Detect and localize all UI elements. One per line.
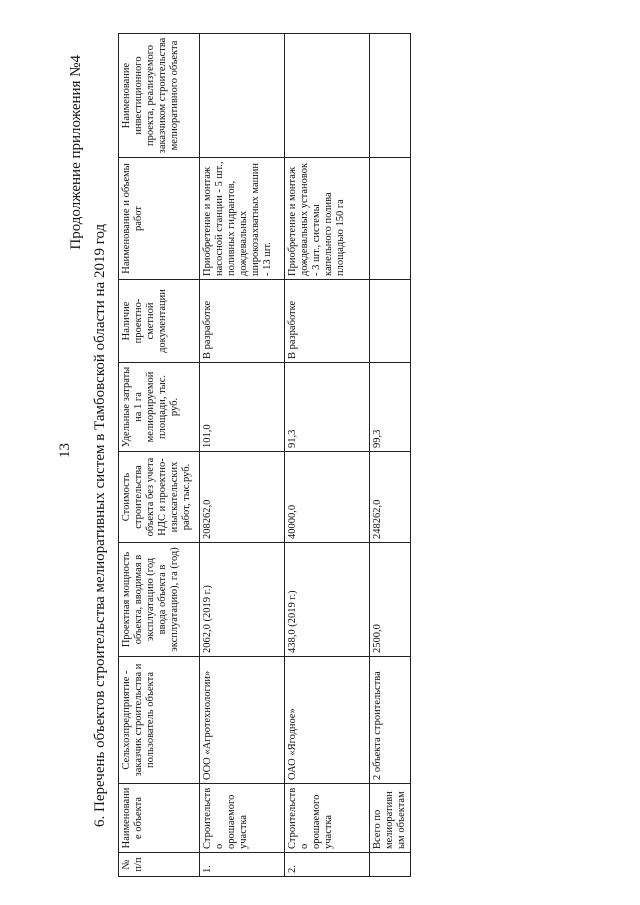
unit-cost-cell: 101,0: [200, 363, 285, 452]
header-cell: № п/п: [119, 853, 200, 877]
row-number-cell: [370, 853, 411, 877]
header-cell: Сельхозпредприятие - заказчик строительства и пользователь объекта: [119, 657, 200, 784]
header-cell: Наименование объекта: [119, 784, 200, 853]
cost-cell: 208262,0: [200, 452, 285, 543]
annex-label: Продолжение приложения №4: [68, 55, 84, 250]
docs-cell: [370, 280, 411, 363]
works-cell: Приобретение и монтаж насосной станции - 5 шт., поливных гидрантов, дождевальных широкозахватных машин - 13 шт.: [200, 158, 285, 280]
header-cell: Наименование и объемы работ: [119, 158, 200, 280]
cost-cell: 248262,0: [370, 452, 411, 543]
row-number-cell: 2.: [285, 853, 370, 877]
page-number: 13: [57, 443, 73, 458]
header-cell: Удельные затраты на 1 га мелиорируемой площади, тыс. руб.: [119, 363, 200, 452]
customer-cell: 2 объекта строительства: [370, 657, 411, 784]
object-cell: Строительство орошаемого участка: [200, 784, 285, 853]
capacity-cell: 2500,0: [370, 543, 411, 657]
works-cell: Приобретение и монтаж дождевальных установок - 3 шт., системы капельного полива площадью 150 га: [285, 158, 370, 280]
customer-cell: ООО «Агротехнологии»: [200, 657, 285, 784]
header-cell: Проектная мощность объекта, вводимая в эксплуатацию (год ввода объекта в эксплуатацию), га (год): [119, 543, 200, 657]
header-cell: Стоимость строительства объекта без учета НДС и проектно-изыскательских работ, тыс.руб.: [119, 452, 200, 543]
project-cell: [370, 34, 411, 158]
document-title: 6. Перечень объектов строительства мелиоративных систем в Тамбовской области на 2019 год: [92, 223, 108, 827]
capacity-cell: 2062,0 (2019 г.): [200, 543, 285, 657]
customer-cell: ОАО «Ягодное»: [285, 657, 370, 784]
project-cell: [285, 34, 370, 158]
project-cell: [200, 34, 285, 158]
header-cell: Наличие проектно-сметной документации: [119, 280, 200, 363]
table-header-row: [119, 34, 200, 877]
docs-cell: В разработке: [200, 280, 285, 363]
capacity-cell: 438,0 (2019 г.): [285, 543, 370, 657]
header-cell: Наименование инвестиционного проекта, реализуемого заказчиком строительства мелиоративного объекта: [119, 34, 200, 158]
objects-table: [118, 33, 411, 877]
unit-cost-cell: 99,3: [370, 363, 411, 452]
cost-cell: 40000,0: [285, 452, 370, 543]
docs-cell: В разработке: [285, 280, 370, 363]
object-cell: Всего по мелиоративным объектам: [370, 784, 411, 853]
table-row: [200, 34, 285, 877]
table-row: [285, 34, 370, 877]
total-row: [370, 34, 411, 877]
works-cell: [370, 158, 411, 280]
row-number-cell: 1.: [200, 853, 285, 877]
unit-cost-cell: 91,3: [285, 363, 370, 452]
object-cell: Строительство орошаемого участка: [285, 784, 370, 853]
